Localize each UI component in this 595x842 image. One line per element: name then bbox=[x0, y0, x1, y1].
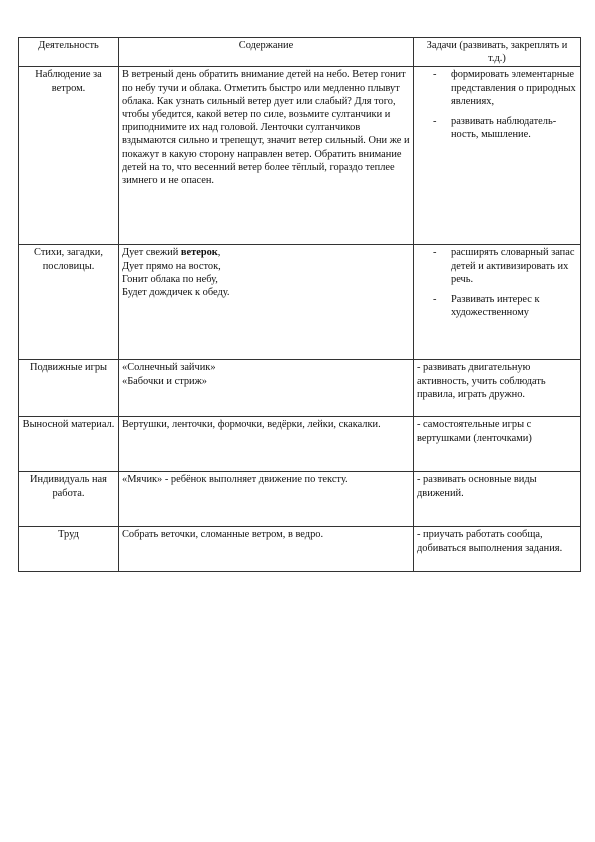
header-activity: Деятельность bbox=[19, 38, 119, 67]
activity-plan-table bbox=[18, 37, 581, 572]
table-row bbox=[19, 245, 581, 360]
content-cell: Вертушки, ленточки, формочки, ведёрки, лейки, скакалки. bbox=[119, 417, 414, 472]
game-name: «Бабочки и стриж» bbox=[122, 375, 207, 387]
list-item: - развивать наблюдатель-ность, мышление. bbox=[433, 116, 557, 141]
activity-cell: Наблюдение за ветром. bbox=[19, 67, 119, 245]
tasks-cell: - приучать работать сообща, добиваться выполнения задания. bbox=[414, 527, 581, 572]
table-row bbox=[19, 472, 581, 527]
poem-line: Дует прямо на восток, bbox=[122, 260, 221, 272]
game-name: «Солнечный зайчик» bbox=[122, 362, 216, 374]
table-row bbox=[19, 417, 581, 472]
poem-line: Дует свежий ветерок, bbox=[122, 247, 221, 259]
activity-cell: Стихи, загадки, пословицы. bbox=[19, 245, 119, 360]
activity-cell: Выносной материал. bbox=[19, 417, 119, 472]
content-cell bbox=[119, 245, 414, 360]
header-tasks: Задачи (развивать, закреплять и т.д.) bbox=[414, 38, 581, 67]
activity-cell: Индивидуаль ная работа. bbox=[19, 472, 119, 527]
content-cell: В ветреный день обратить внимание детей на небо. Ветер гонит по небу тучи и облака. Отметить быстро или медленно плывут облака. Как узнать сильный ветер дует или слабый? Для того, чтобы убедится, какой ветер по силе, возьмите султанчики и приподнимите их над головой. Ленточки султанчиков вздымаются сильно и трепещут, значит ветер сильный. Они же и покажут в какую сторону направлен ветер. Обратить внимание детей на то, что весенний ветер более тёплый, гораздо теплее зимнего и не опасен. bbox=[119, 67, 414, 245]
tasks-list bbox=[417, 246, 577, 319]
table-row bbox=[19, 360, 581, 417]
content-cell bbox=[119, 360, 414, 417]
list-item: - расширять словарный запас детей и активизировать их речь. bbox=[433, 247, 575, 285]
header-content: Содержание bbox=[119, 38, 414, 67]
tasks-cell: - развивать двигательную активность, учить соблюдать правила, играть дружно. bbox=[414, 360, 581, 417]
list-item: - Развивать интерес к художественному bbox=[433, 294, 540, 319]
table-row bbox=[19, 67, 581, 245]
content-cell: «Мячик» - ребёнок выполняет движение по тексту. bbox=[119, 472, 414, 527]
tasks-list bbox=[417, 68, 577, 141]
tasks-cell bbox=[414, 245, 581, 360]
activity-cell: Труд bbox=[19, 527, 119, 572]
poem-line: Будет дождичек к обеду. bbox=[122, 287, 230, 299]
table-row bbox=[19, 527, 581, 572]
tasks-cell: - самостоятельные игры с вертушками (ленточками) bbox=[414, 417, 581, 472]
tasks-cell: - развивать основные виды движений. bbox=[414, 472, 581, 527]
tasks-cell bbox=[414, 67, 581, 245]
list-item: - формировать элементарные представления о природных явлениях, bbox=[433, 69, 576, 107]
activity-cell: Подвижные игры bbox=[19, 360, 119, 417]
content-cell: Собрать веточки, сломанные ветром, в ведро. bbox=[119, 527, 414, 572]
table-header-row bbox=[19, 38, 581, 67]
poem-line: Гонит облака по небу, bbox=[122, 273, 218, 285]
